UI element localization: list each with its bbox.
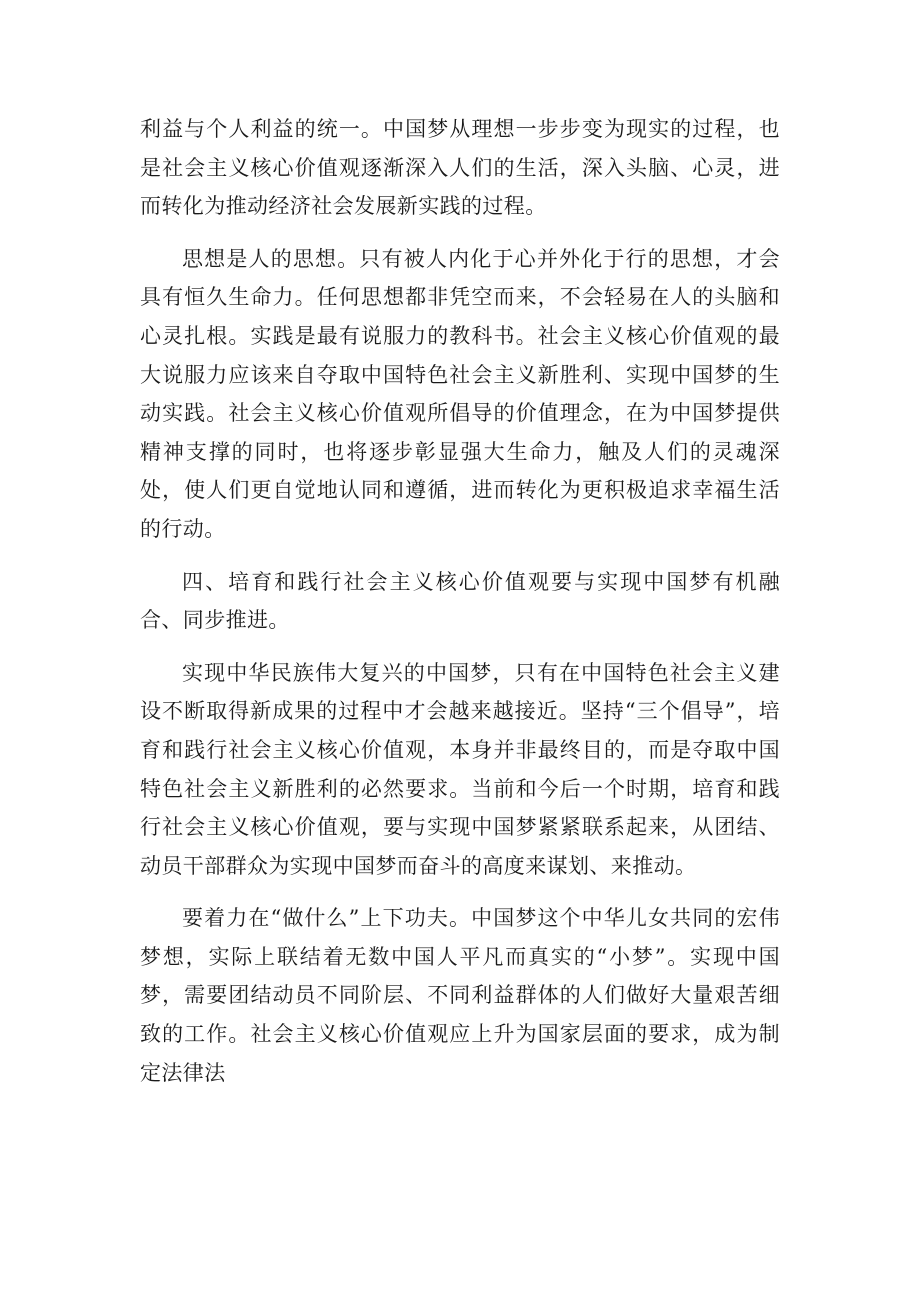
paragraph-1: 利益与个人利益的统一。中国梦从理想一步步变为现实的过程，也是社会主义核心价值观逐渐深入人们的生活，深入头脑、心灵，进而转化为推动经济社会发展新实践的过程。	[140, 117, 780, 219]
paragraph-4: 要着力在“做什么”上下功夫。中国梦这个中华儿女共同的宏伟梦想，实际上联结着无数中国人平凡而真实的“小梦”。实现中国梦，需要团结动员不同阶层、不同利益群体的人们做好大量艰苦细致的工作。社会主义核心价值观应上升为国家层面的要求，成为制定法律法	[140, 906, 780, 1085]
paragraph-2: 思想是人的思想。只有被人内化于心并外化于行的思想，才会具有恒久生命力。任何思想都非凭空而来，不会轻易在人的头脑和心灵扎根。实践是最有说服力的教科书。社会主义核心价值观的最大说服力应该来自夺取中国特色社会主义新胜利、实现中国梦的生动实践。社会主义核心价值观所倡导的价值理念，在为中国梦提供精神支撑的同时，也将逐步彰显强大生命力，触及人们的灵魂深处，使人们更自觉地认同和遵循，进而转化为更积极追求幸福生活的行动。	[140, 246, 780, 541]
section-heading-4: 四、培育和践行社会主义核心价值观要与实现中国梦有机融合、同步推进。	[140, 569, 780, 633]
document-body	[140, 110, 780, 1092]
paragraph-3: 实现中华民族伟大复兴的中国梦，只有在中国特色社会主义建设不断取得新成果的过程中才会越来越接近。坚持“三个倡导”，培育和践行社会主义核心价值观，本身并非最终目的，而是夺取中国特色社会主义新胜利的必然要求。当前和今后一个时期，培育和践行社会主义核心价值观，要与实现中国梦紧紧联系起来，从团结、动员干部群众为实现中国梦而奋斗的高度来谋划、来推动。	[140, 660, 780, 878]
